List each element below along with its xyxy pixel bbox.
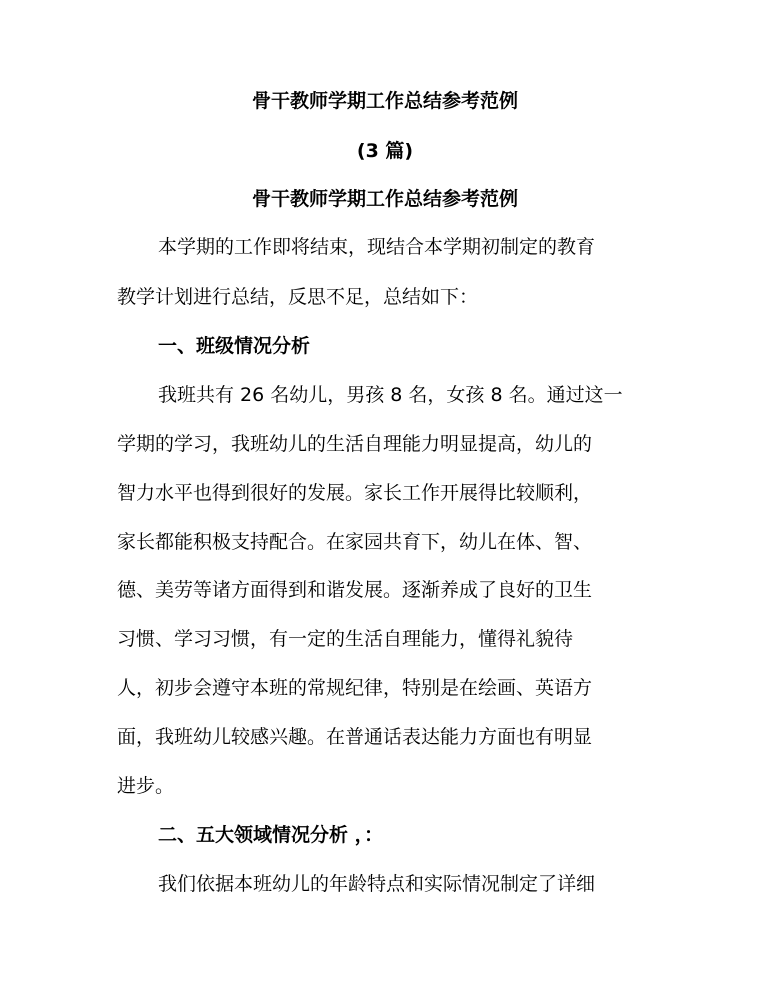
intro-line: 本学期的工作即将结束，现结合本学期初制定的教育	[158, 236, 596, 258]
paragraph-line: 进步。	[117, 775, 175, 797]
intro-line: 教学计划进行总结，反思不足，总结如下：	[117, 286, 479, 308]
paragraph-line: 学期的学习，我班幼儿的生活自理能力明显提高，幼儿的	[117, 433, 593, 455]
paragraph-line: 家长都能积极支持配合。在家园共育下，幼儿在体、智、	[117, 531, 593, 553]
paragraph-line: 人，初步会遵守本班的常规纪律，特别是在绘画、英语方	[117, 677, 593, 699]
paragraph-line: 德、美劳等诸方面得到和谐发展。逐渐养成了良好的卫生	[117, 579, 593, 601]
section-title: 骨干教师学期工作总结参考范例	[251, 188, 518, 210]
section-heading: 二、五大领域情况分析 ，：	[158, 824, 384, 846]
section-heading: 一、班级情况分析	[158, 335, 311, 357]
document-subtitle: (3 篇)	[356, 140, 414, 162]
paragraph-line: 我班共有 26 名幼儿，男孩 8 名，女孩 8 名。通过这一	[158, 384, 623, 406]
paragraph-line: 智力水平也得到很好的发展。家长工作开展得比较顺利，	[117, 482, 593, 504]
document-title: 骨干教师学期工作总结参考范例	[251, 90, 518, 112]
paragraph-line: 习惯、学习习惯，有一定的生活自理能力，懂得礼貌待	[117, 628, 574, 650]
paragraph-line: 我们依据本班幼儿的年龄特点和实际情况制定了详细	[158, 873, 596, 895]
paragraph-line: 面，我班幼儿较感兴趣。在普通话表达能力方面也有明显	[117, 726, 593, 748]
